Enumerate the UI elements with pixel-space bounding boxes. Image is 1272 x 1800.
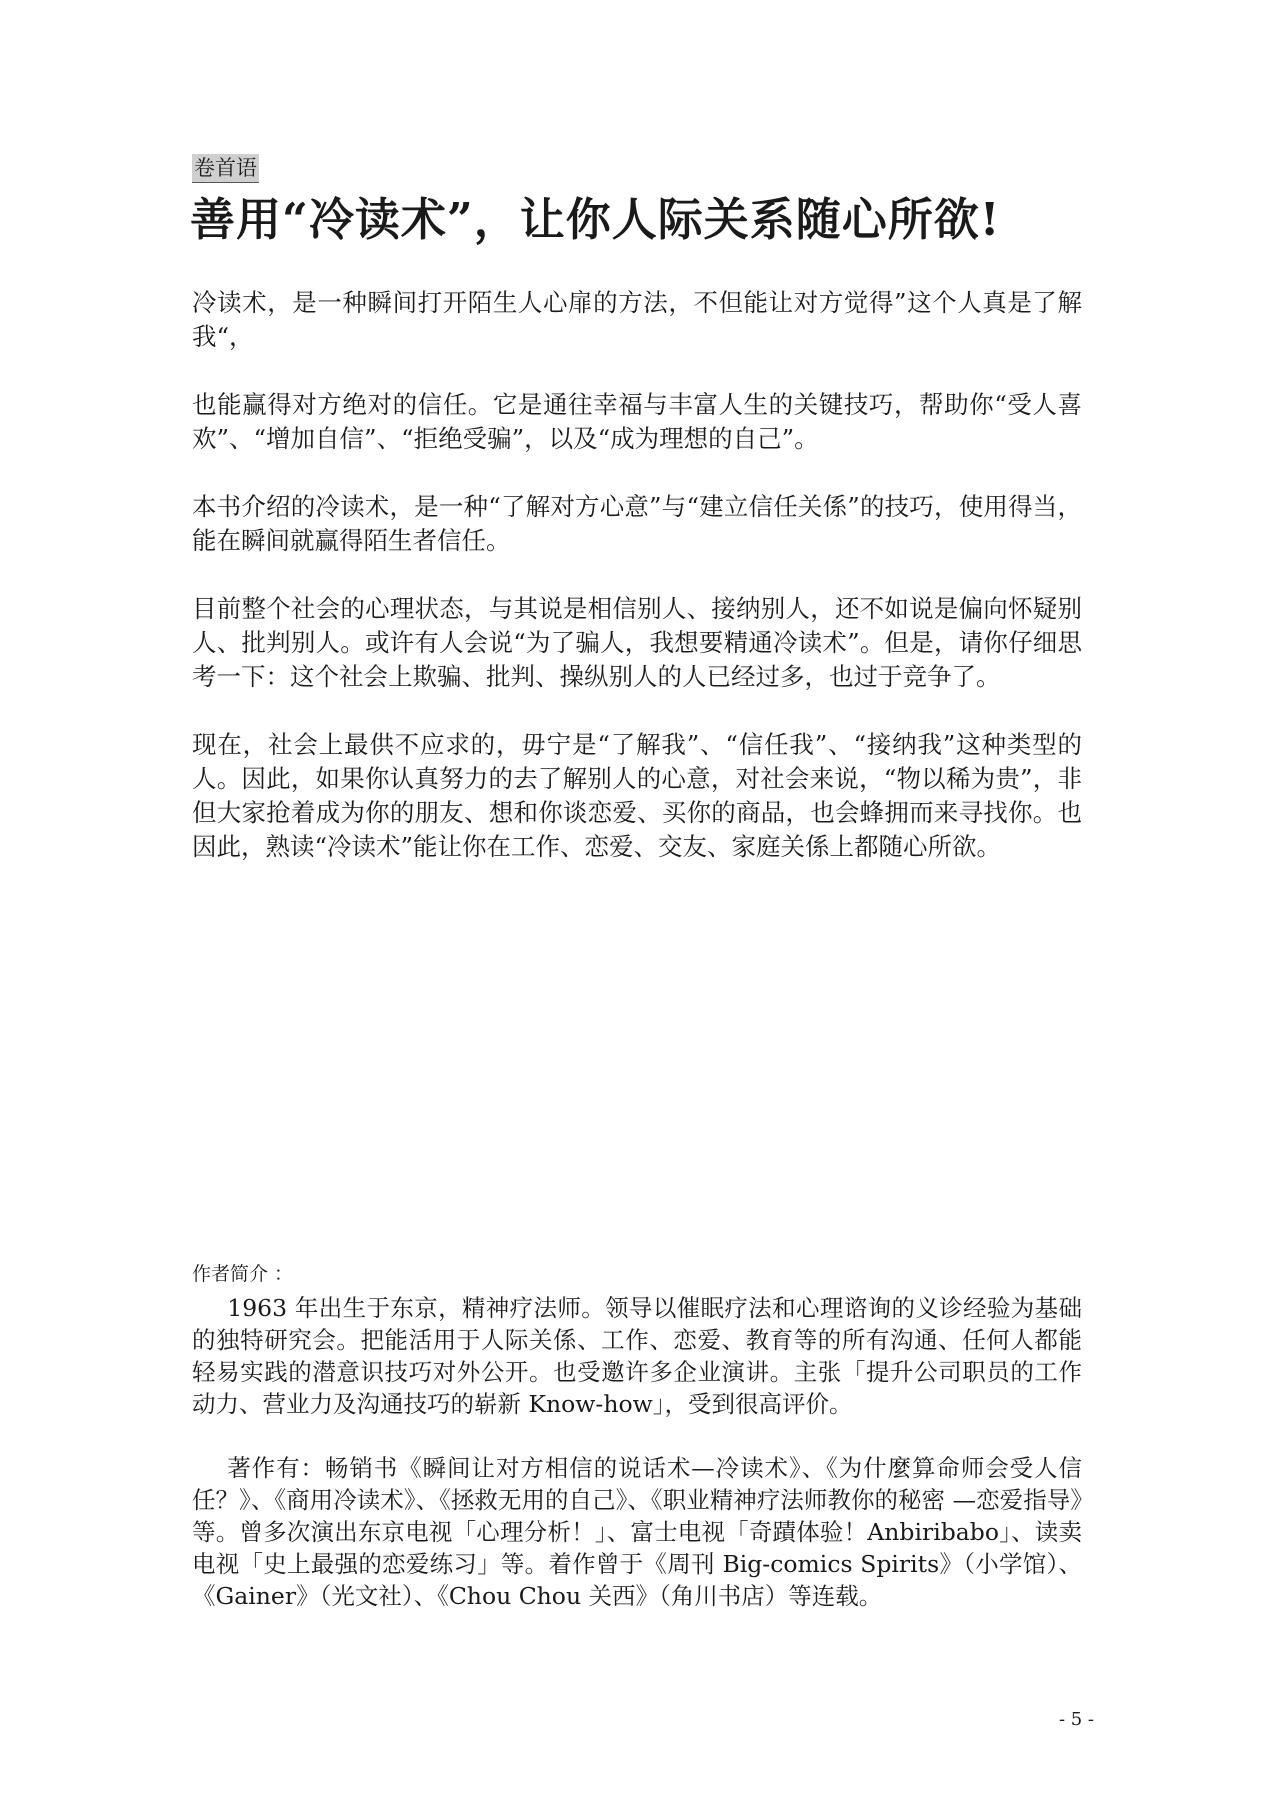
page-number: - 5 -: [1058, 1709, 1094, 1730]
paragraph: 目前整个社会的心理状态，与其说是相信别人、接纳别人，还不如说是偏向怀疑别人、批判别人。或许有人会说“为了骗人，我想要精通冷读术”。但是，请你仔细思考一下：这个社会上欺骗、批判、操纵别人的人已经过多，也过于竞争了。: [192, 594, 1082, 691]
paragraph: 冷读术，是一种瞬间打开陌生人心扉的方法，不但能让对方觉得”这个人真是了解我“，: [192, 288, 1082, 351]
author-label: 作者简介 ：: [192, 1263, 294, 1285]
body-text: [192, 286, 1082, 898]
author-bio: 1963 年出生于东京，精神疗法师。领导以催眠疗法和心理谘询的义诊经验为基础的独特研究会。把能活用于人际关係、工作、恋爱、教育等的所有沟通、任何人都能轻易实践的潜意识技巧对外公开。也受邀许多企业演讲。主张「提升公司职员的工作动力、营业力及沟通技巧的崭新 Know-how」，受到很高评价。: [192, 1294, 1082, 1418]
author-intro: [192, 1260, 1082, 1644]
paragraph: 本书介绍的冷读术，是一种“了解对方心意”与“建立信任关係”的技巧，使用得当，能在瞬间就赢得陌生者信任。: [192, 492, 1082, 555]
author-works: 著作有：畅销书《瞬间让对方相信的说话术—冷读术》、《为什麼算命师会受人信任？》、《商用冷读术》、《拯救无用的自己》、《职业精神疗法师教你的秘密 —恋爱指导》等。曾多次演出东京电视「心理分析！」、富士电视「奇蹟体验！Anbiribabo」、读卖电视「史上最强的恋爱练习」等。着作曾于《周刊 Big-comics Spirits》（小学馆）、《Gainer》（光文社）、《Chou Chou 关西》（角川书店）等连载。: [192, 1454, 1082, 1610]
paragraph: 也能赢得对方绝对的信任。它是通往幸福与丰富人生的关键技巧，帮助你“受人喜欢”、“增加自信”、“拒绝受骗”，以及“成为理想的自己”。: [192, 390, 1082, 453]
paragraph: 现在，社会上最供不应求的，毋宁是“了解我”、“信任我”、“接纳我”这种类型的人。因此，如果你认真努力的去了解别人的心意，对社会来说，“物以稀为贵”，非但大家抢着成为你的朋友、想和你谈恋爱、买你的商品，也会蜂拥而来寻找你。也因此，熟读“冷读术”能让你在工作、恋爱、交友、家庭关係上都随心所欲。: [192, 730, 1082, 861]
section-label: 卷首语: [192, 154, 259, 183]
page-title: 善用“冷读术”，让你人际关系随心所欲!: [190, 193, 1001, 246]
